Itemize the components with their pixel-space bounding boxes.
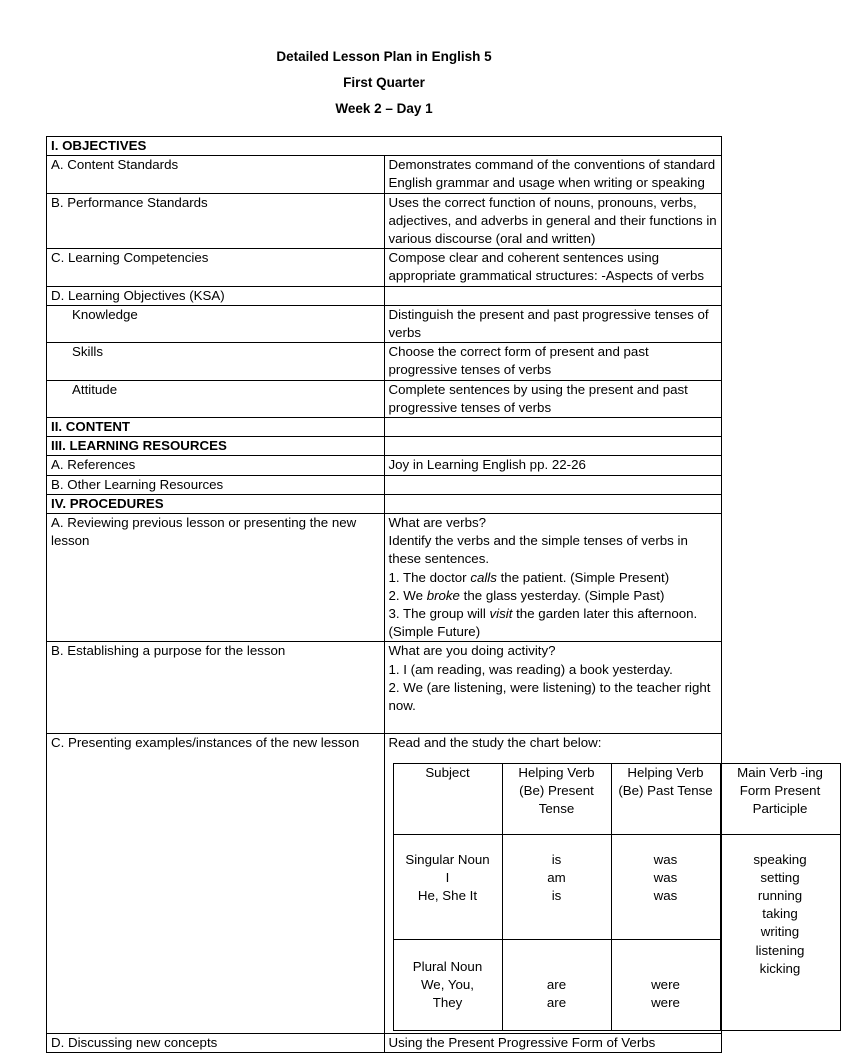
- participle-running: running: [757, 887, 803, 903]
- chart-singular-subjects: [393, 834, 502, 939]
- participle-listening: listening: [755, 942, 805, 958]
- presenting-row: [47, 734, 722, 1033]
- procedures-heading: IV. PROCEDURES: [47, 494, 385, 513]
- chart-header-past: Helping Verb (Be) Past Tense: [611, 763, 720, 834]
- resources-heading-row: [47, 437, 722, 456]
- skills-label: Skills: [47, 343, 385, 380]
- sentence-1-end: the patient. (Simple Present): [496, 569, 670, 585]
- knowledge-text: Distinguish the present and past progressive tenses of verbs: [384, 305, 722, 342]
- chart-singular-row: [393, 834, 840, 939]
- presenting-label: C. Presenting examples/instances of the new lesson: [47, 734, 385, 1033]
- objectives-heading: I. OBJECTIVES: [47, 137, 722, 156]
- reviewing-label: A. Reviewing previous lesson or presenting the new lesson: [47, 514, 385, 642]
- learning-objectives-label: D. Learning Objectives (KSA): [47, 286, 385, 305]
- learning-objectives-row: [47, 286, 722, 305]
- content-heading: II. CONTENT: [47, 418, 385, 437]
- plural-past-1: were: [651, 976, 680, 992]
- other-resources-row: [47, 475, 722, 494]
- chart-singular-present: [502, 834, 611, 939]
- week-label: Week 2 – Day 1: [335, 101, 433, 116]
- discussing-label: D. Discussing new concepts: [47, 1033, 385, 1052]
- participle-writing: writing: [760, 924, 800, 940]
- sentence-3-start: 3. The group will: [388, 606, 490, 622]
- singular-past-3: was: [653, 887, 678, 903]
- plural-present-1: are: [546, 976, 567, 992]
- content-heading-row: [47, 418, 722, 437]
- chart-plural-subjects: [393, 939, 502, 1030]
- document-title: Detailed Lesson Plan in English 5: [276, 49, 492, 64]
- chart-header-participle: Main Verb -ing Form Present Participle: [720, 763, 840, 834]
- attitude-text: Complete sentences by using the present and past progressive tenses of verbs: [384, 380, 722, 417]
- procedures-empty: [384, 494, 722, 513]
- singular-present-3: is: [551, 887, 562, 903]
- singular-present-1: is: [551, 851, 562, 867]
- reviewing-intro: Identify the verbs and the simple tenses of verbs in these sentences.: [388, 533, 688, 567]
- references-row: [47, 456, 722, 475]
- sentence-3-end: the garden later this afternoon. (Simple Future): [388, 606, 698, 640]
- purpose-row: [47, 642, 722, 734]
- singular-present-2: am: [547, 869, 566, 885]
- sentence-3: [389, 605, 718, 641]
- singular-he-she-it-label: He, She It: [417, 887, 478, 903]
- procedures-heading-row: [47, 494, 722, 513]
- purpose-label: B. Establishing a purpose for the lesson: [47, 642, 385, 734]
- chart-plural-present: [502, 939, 611, 1030]
- references-label: A. References: [47, 456, 385, 475]
- purpose-question: What are you doing activity?: [388, 643, 556, 659]
- sentence-1-start: 1. The doctor: [388, 569, 471, 585]
- plural-past-2: were: [651, 994, 680, 1010]
- learning-competencies-text: Compose clear and coherent sentences using appropriate grammatical structures: -Aspects of verbs: [384, 249, 722, 286]
- sentence-1-verb: calls: [470, 569, 497, 585]
- references-text: Joy in Learning English pp. 22-26: [384, 456, 722, 475]
- content-standards-text: Demonstrates command of the conventions of standard English grammar and usage when writing or speaking: [384, 156, 722, 193]
- plural-present-2: are: [546, 994, 567, 1010]
- skills-text: Choose the correct form of present and past progressive tenses of verbs: [384, 343, 722, 380]
- chart-header-present: Helping Verb (Be) Present Tense: [502, 763, 611, 834]
- sentence-3-verb: visit: [489, 606, 513, 622]
- participle-setting: setting: [760, 869, 800, 885]
- sentence-2-start: 2. We: [388, 587, 427, 603]
- chart-singular-past: [611, 834, 720, 939]
- presenting-content: [384, 734, 823, 1033]
- chart-header-subject: Subject: [393, 763, 502, 834]
- reviewing-question: What are verbs?: [388, 515, 487, 531]
- participle-speaking: speaking: [753, 851, 807, 867]
- resources-empty: [384, 437, 722, 456]
- knowledge-row: [47, 305, 722, 342]
- purpose-item-2: 2. We (are listening, were listening) to the teacher right now.: [388, 679, 711, 714]
- performance-standards-text: Uses the correct function of nouns, pronouns, verbs, adjectives, and adverbs in general and their functions in various discourse (oral and written): [384, 193, 722, 249]
- performance-standards-row: [47, 193, 722, 249]
- purpose-item-1: 1. I (am reading, was reading) a book yesterday.: [388, 661, 673, 677]
- attitude-row: [47, 380, 722, 417]
- plural-we-you-label: We, You,: [421, 976, 474, 992]
- lesson-plan-table: [46, 136, 823, 1053]
- purpose-content: [384, 642, 722, 734]
- participle-kicking: kicking: [759, 960, 801, 976]
- document-header: [0, 46, 768, 124]
- chart-plural-past: [611, 939, 720, 1030]
- discussing-text: Using the Present Progressive Form of Verbs: [384, 1033, 722, 1052]
- content-empty: [384, 418, 722, 437]
- knowledge-label: Knowledge: [47, 305, 385, 342]
- sentence-2-end: the glass yesterday. (Simple Past): [459, 587, 665, 603]
- purpose-spacer: [389, 715, 718, 733]
- sentence-1: [389, 569, 718, 587]
- learning-competencies-row: [47, 249, 722, 286]
- chart-header-row: [393, 763, 840, 834]
- quarter-label: First Quarter: [343, 75, 425, 90]
- singular-past-1: was: [653, 851, 678, 867]
- chart-participles: [720, 834, 840, 1030]
- discussing-row: [47, 1033, 722, 1052]
- plural-noun-label: Plural Noun: [412, 958, 483, 974]
- verb-chart: [393, 763, 841, 1031]
- singular-i-label: I: [445, 869, 450, 885]
- reviewing-row: [47, 514, 722, 642]
- other-resources-empty: [384, 475, 722, 494]
- participle-taking: taking: [762, 906, 798, 922]
- presenting-intro: Read and the study the chart below:: [388, 735, 602, 751]
- other-resources-label: B. Other Learning Resources: [47, 475, 385, 494]
- attitude-label: Attitude: [47, 380, 385, 417]
- learning-competencies-label: C. Learning Competencies: [47, 249, 385, 286]
- plural-they-label: They: [432, 994, 463, 1010]
- performance-standards-label: B. Performance Standards: [47, 193, 385, 249]
- sentence-2-verb: broke: [426, 587, 460, 603]
- resources-heading: III. LEARNING RESOURCES: [47, 437, 385, 456]
- learning-objectives-empty: [384, 286, 722, 305]
- content-standards-row: [47, 156, 722, 193]
- reviewing-content: [384, 514, 722, 642]
- sentence-2: [389, 587, 718, 605]
- singular-past-2: was: [653, 869, 678, 885]
- objectives-heading-row: [47, 137, 722, 156]
- content-standards-label: A. Content Standards: [47, 156, 385, 193]
- skills-row: [47, 343, 722, 380]
- singular-noun-label: Singular Noun: [405, 851, 490, 867]
